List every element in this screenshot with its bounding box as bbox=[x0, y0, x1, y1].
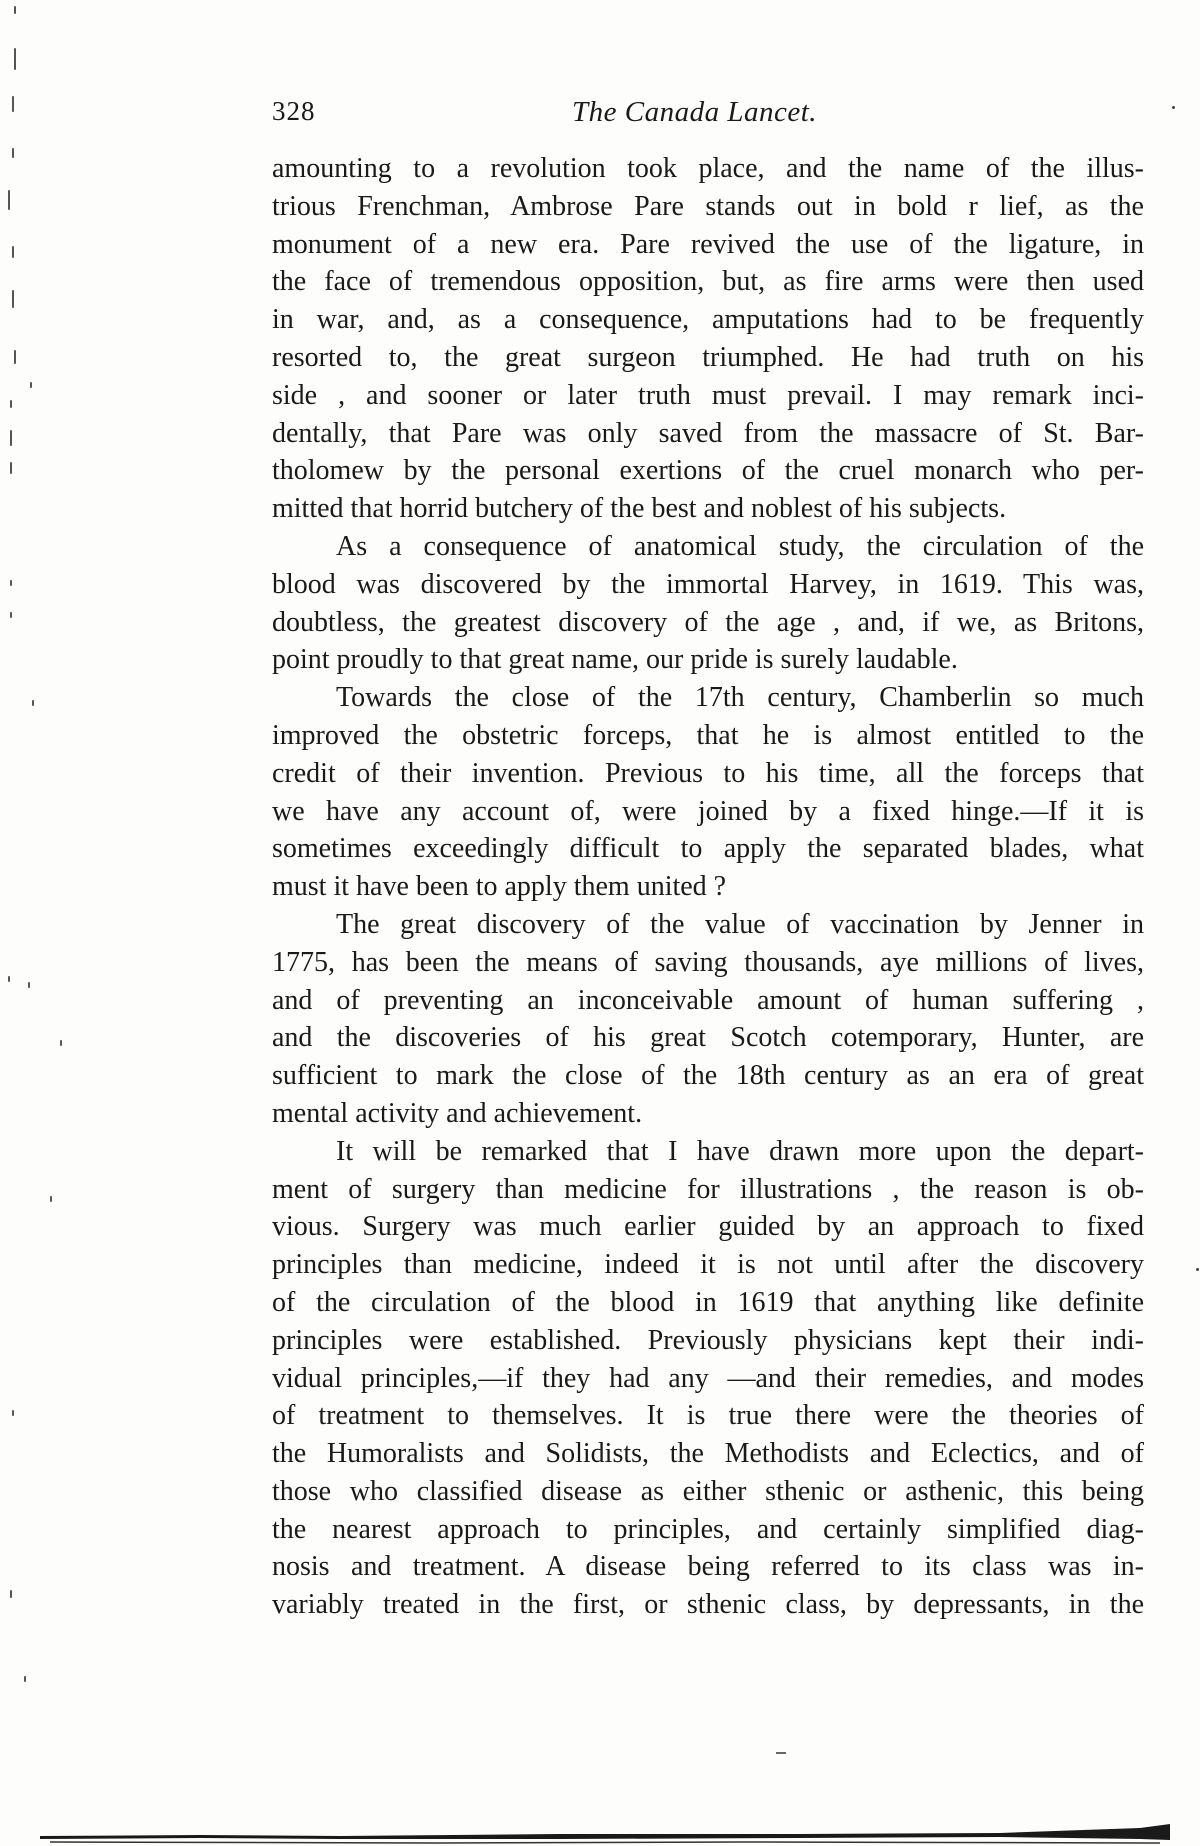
right-margin-dot bbox=[1196, 1268, 1199, 1271]
text-line: dentally, that Pare was only saved from the massacre of St. Bar- bbox=[272, 417, 1144, 449]
text-line: side , and sooner or later truth must prevail. I may remark inci- bbox=[272, 379, 1144, 411]
text-line: trious Frenchman, Ambrose Pare stands out in bold r lief, as the bbox=[272, 190, 1144, 222]
text-line: we have any account of, were joined by a fixed hinge.—If it is bbox=[272, 795, 1144, 827]
text-line: amounting to a revolution took place, and the name of the illus- bbox=[272, 153, 1144, 184]
text-line: monument of a new era. Pare revived the use of the ligature, in bbox=[272, 228, 1144, 260]
text-line: the Humoralists and Solidists, the Methodists and Eclectics, and of bbox=[272, 1438, 1144, 1470]
text-line: tholomew by the personal exertions of the cruel monarch who per- bbox=[272, 455, 1144, 487]
text-line: mitted that horrid butchery of the best and noblest of his subjects. bbox=[272, 493, 1007, 525]
text-line: nosis and treatment. A disease being referred to its class was in- bbox=[272, 1551, 1144, 1583]
text-line: vidual principles,—if they had any —and their remedies, and modes bbox=[272, 1362, 1144, 1394]
text-line: mental activity and achievement. bbox=[272, 1097, 643, 1129]
body-text bbox=[272, 150, 1144, 1624]
text-line: Towards the close of the 17th century, Chamberlin so much bbox=[336, 682, 1144, 714]
text-line: and the discoveries of his great Scotch cotemporary, Hunter, are bbox=[272, 1022, 1144, 1054]
text-line: credit of their invention. Previous to his time, all the forceps that bbox=[272, 757, 1144, 789]
text-line: and of preventing an inconceivable amount of human suffering , bbox=[272, 984, 1144, 1016]
text-line: sometimes exceedingly difficult to apply the separated blades, what bbox=[272, 833, 1144, 865]
text-line: the nearest approach to principles, and certainly simplified diag- bbox=[272, 1513, 1144, 1545]
text-line: improved the obstetric forceps, that he is almost entitled to the bbox=[272, 719, 1144, 751]
text-line: in war, and, as a consequence, amputations had to be frequently bbox=[272, 304, 1144, 336]
bottom-scan-edge bbox=[40, 1822, 1170, 1846]
text-line: those who classified disease as either sthenic or asthenic, this being bbox=[272, 1475, 1144, 1507]
text-line: It will be remarked that I have drawn more upon the depart- bbox=[336, 1135, 1144, 1167]
text-line: the face of tremendous opposition, but, as fire arms were then used bbox=[272, 266, 1144, 298]
text-line: As a consequence of anatomical study, the circulation of the bbox=[336, 530, 1144, 562]
text-line: ment of surgery than medicine for illustrations , the reason is ob- bbox=[272, 1173, 1144, 1205]
text-line: must it have been to apply them united ? bbox=[272, 871, 727, 903]
text-line: of treatment to themselves. It is true there were the theories of bbox=[272, 1400, 1144, 1432]
page-header bbox=[272, 96, 1132, 136]
left-margin-scan-marks bbox=[0, 0, 60, 1846]
text-line: variably treated in the first, or sthenic class, by depressants, in the bbox=[272, 1589, 1144, 1621]
page-bottom-dash bbox=[776, 1752, 786, 1754]
page-number: 328 bbox=[272, 96, 316, 126]
right-margin-dot bbox=[1172, 106, 1175, 109]
text-line: principles than medicine, indeed it is not until after the discovery bbox=[272, 1249, 1144, 1281]
text-line: blood was discovered by the immortal Harvey, in 1619. This was, bbox=[272, 568, 1144, 600]
running-title: The Canada Lancet. bbox=[572, 96, 818, 128]
text-line: vious. Surgery was much earlier guided by an approach to fixed bbox=[272, 1211, 1144, 1243]
text-line: The great discovery of the value of vaccination by Jenner in bbox=[336, 908, 1144, 940]
text-line: doubtless, the greatest discovery of the age , and, if we, as Britons, bbox=[272, 606, 1144, 638]
text-line: sufficient to mark the close of the 18th century as an era of great bbox=[272, 1060, 1144, 1092]
text-line: of the circulation of the blood in 1619 that anything like definite bbox=[272, 1286, 1144, 1318]
text-line: point proudly to that great name, our pride is surely laudable. bbox=[272, 644, 958, 676]
text-line: principles were established. Previously physicians kept their indi- bbox=[272, 1324, 1144, 1356]
text-line: resorted to, the great surgeon triumphed. He had truth on his bbox=[272, 341, 1144, 373]
text-line: 1775, has been the means of saving thousands, aye millions of lives, bbox=[272, 946, 1144, 978]
